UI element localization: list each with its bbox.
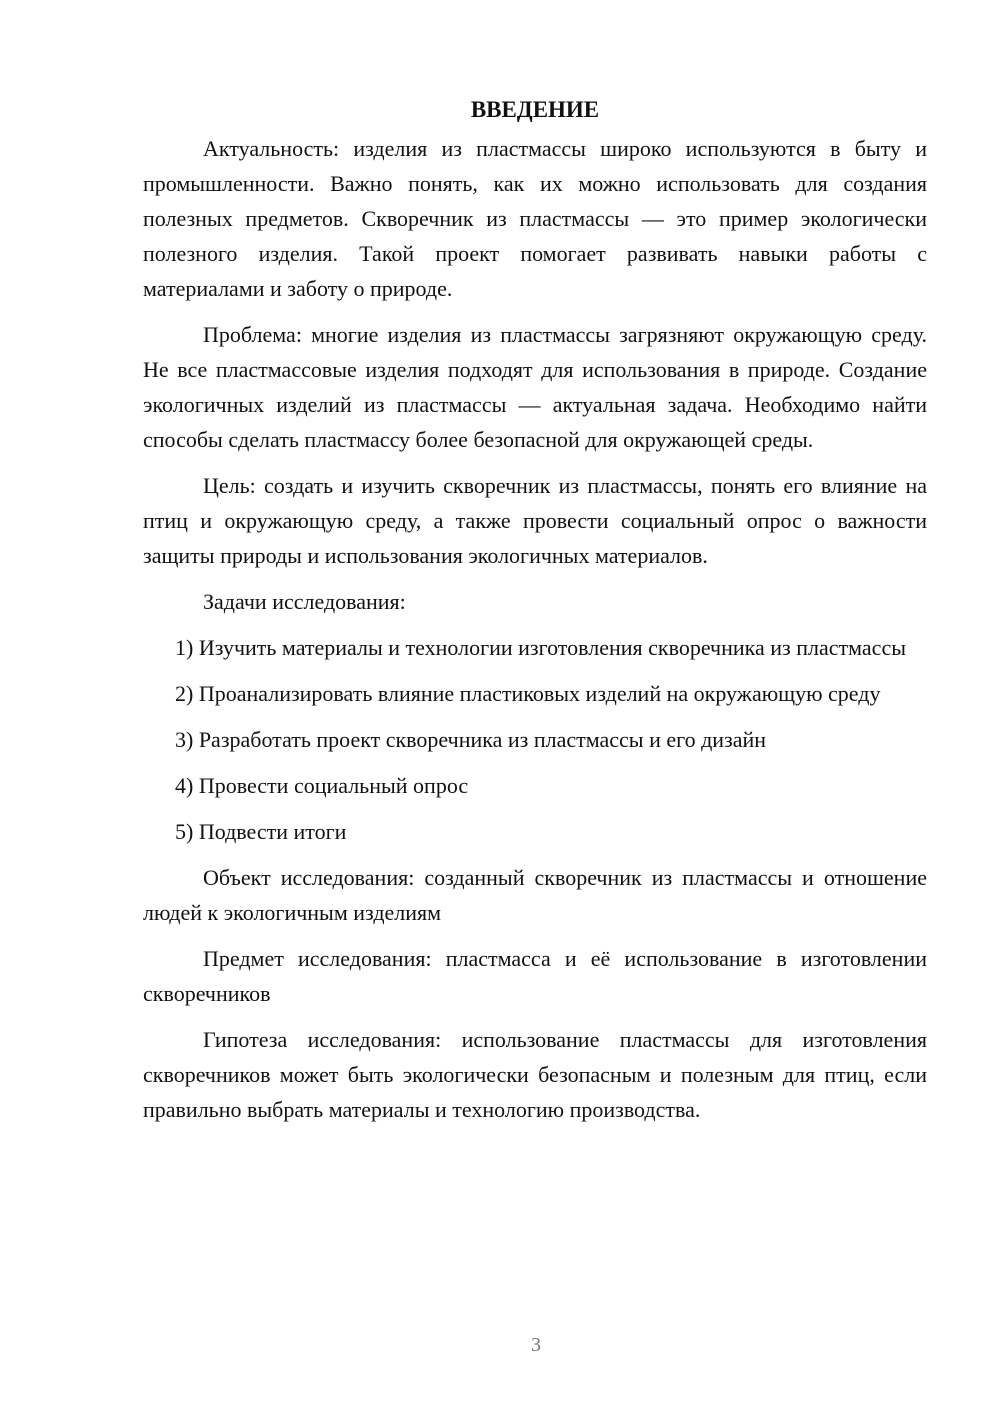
paragraph-hypothesis: Гипотеза исследования: использование пластмассы для изготовления скворечников может быть экологически безопасным и полезным для птиц, если правильно выбрать материалы и технологию производства. — [143, 1027, 927, 1122]
paragraph-subject: Предмет исследования: пластмасса и её использование в изготовлении скворечников — [143, 946, 927, 1006]
paragraph-goal: Цель: создать и изучить скворечник из пластмассы, понять его влияние на птиц и окружающую среду, а также провести социальный опрос о важности защиты природы и использования экологичных материалов. — [143, 473, 927, 568]
task-item: 2) Проанализировать влияние пластиковых изделий на окружающую среду — [175, 681, 881, 706]
paragraph-relevance: Актуальность: изделия из пластмассы широко используются в быту и промышленности. Важно понять, как их можно использовать для создания полезных предметов. Скворечник из пластмассы — это пример экологически полезного изделия. Такой проект помогает развивать навыки работы с материалами и заботу о природе. — [143, 136, 927, 301]
task-item: 3) Разработать проект скворечника из пластмассы и его дизайн — [175, 727, 767, 752]
paragraph-object: Объект исследования: созданный скворечник из пластмассы и отношение людей к экологичным изделиям — [143, 865, 927, 925]
page-number: 3 — [531, 1334, 541, 1356]
paragraph-problem: Проблема: многие изделия из пластмассы загрязняют окружающую среду. Не все пластмассовые изделия подходят для использования в природе. Создание экологичных изделий из пластмассы — актуальная задача. Необходимо найти способы сделать пластмассу более безопасной для окружающей среды. — [143, 322, 927, 452]
tasks-heading: Задачи исследования: — [203, 589, 406, 614]
page-title: ВВЕДЕНИЕ — [470, 97, 600, 122]
document-page — [143, 92, 927, 1138]
task-item: 5) Подвести итоги — [175, 819, 347, 844]
task-item: 1) Изучить материалы и технологии изготовления скворечника из пластмассы — [175, 635, 906, 660]
task-item: 4) Провести социальный опрос — [175, 773, 469, 798]
